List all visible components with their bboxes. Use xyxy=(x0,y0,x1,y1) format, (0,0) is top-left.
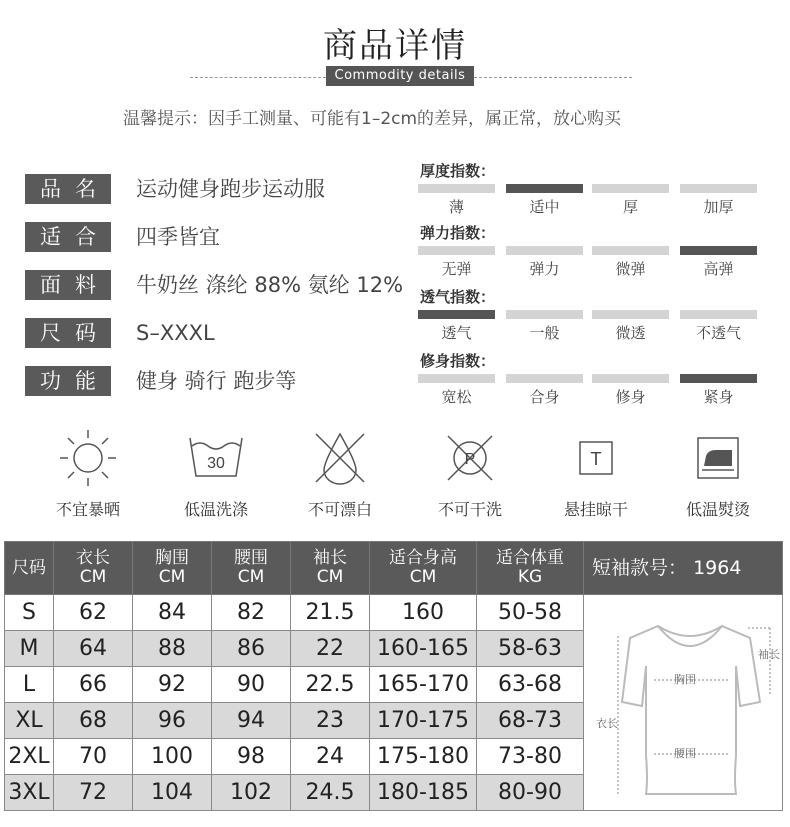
care-label-bleach: 不可漂白 xyxy=(307,500,372,519)
wash-temp-text: 30 xyxy=(207,455,225,472)
index-bar-selected xyxy=(506,184,583,193)
table-cell: 160 xyxy=(370,595,477,631)
table-cell: 88 xyxy=(133,631,212,667)
index-option-label: 一般 xyxy=(529,324,560,342)
table-cell: 100 xyxy=(133,739,212,775)
attribute-label-fabric: 面料 xyxy=(25,270,111,300)
index-bar xyxy=(418,246,495,255)
table-cell: 66 xyxy=(54,667,133,703)
table-cell: 170-175 xyxy=(370,703,477,739)
index-bar xyxy=(680,310,757,319)
index-title: 修身指数： xyxy=(420,352,496,370)
no-bleach-icon xyxy=(310,428,370,488)
index-option-label: 合身 xyxy=(529,388,560,406)
attribute-value-name: 运动健身跑步运动服 xyxy=(136,177,325,201)
attribute-label-size: 尺码 xyxy=(25,318,111,348)
table-cell: 80-90 xyxy=(477,775,584,811)
attribute-value-fabric: 牛奶丝 涤纶 88% 氨纶 12% xyxy=(136,273,404,297)
table-cell: 96 xyxy=(133,703,212,739)
care-label-iron: 低温熨烫 xyxy=(685,500,750,519)
index-title: 弹力指数： xyxy=(420,224,496,242)
index-bar xyxy=(592,374,669,383)
index-option-label: 微弹 xyxy=(615,260,646,278)
care-label-wash: 低温洗涤 xyxy=(183,500,248,519)
divider-left xyxy=(190,77,326,78)
index-bar xyxy=(418,374,495,383)
index-option-label: 无弹 xyxy=(441,260,472,278)
index-option-label: 厚 xyxy=(622,198,638,216)
attribute-value-function: 健身 骑行 跑步等 xyxy=(136,369,297,393)
diagram-waist-label: 腰围 xyxy=(674,748,696,760)
size-table-header xyxy=(5,542,783,595)
table-cell: 102 xyxy=(212,775,291,811)
index-option-label: 微透 xyxy=(615,324,646,342)
wash-30-icon xyxy=(186,428,246,488)
table-cell: 104 xyxy=(133,775,212,811)
measurement-tip: 温馨提示：因手工测量、可能有1–2cm的差异，属正常，放心购买 xyxy=(123,109,622,129)
page-title: 商品详情 xyxy=(323,26,467,66)
table-cell: 24.5 xyxy=(291,775,370,811)
index-bar-selected xyxy=(680,246,757,255)
table-cell: 72 xyxy=(54,775,133,811)
table-cell: 86 xyxy=(212,631,291,667)
care-label-sun: 不宜暴晒 xyxy=(55,500,120,519)
header-chest: 胸围 CM xyxy=(133,542,212,595)
table-cell: 175-180 xyxy=(370,739,477,775)
index-bar xyxy=(592,310,669,319)
table-cell: 22 xyxy=(291,631,370,667)
diagram-chest-label: 胸围 xyxy=(674,674,696,686)
header-size: 尺码 xyxy=(5,542,54,595)
table-cell: 84 xyxy=(133,595,212,631)
dry-clean-letter: P xyxy=(464,451,476,468)
page-subtitle: Commodity details xyxy=(326,66,474,86)
table-cell: 68 xyxy=(54,703,133,739)
index-option-label: 紧身 xyxy=(703,388,734,406)
index-option-label: 修身 xyxy=(615,388,646,406)
index-title: 厚度指数： xyxy=(420,162,496,180)
index-bar xyxy=(506,310,583,319)
attribute-label-season: 适合 xyxy=(25,222,111,252)
table-cell: 50-58 xyxy=(477,595,584,631)
table-cell: 64 xyxy=(54,631,133,667)
attribute-value-size: S–XXXL xyxy=(136,321,215,345)
table-cell: S xyxy=(5,595,54,631)
low-iron-icon xyxy=(688,428,748,488)
index-bar-selected xyxy=(680,374,757,383)
index-bar xyxy=(506,374,583,383)
index-option-label: 弹力 xyxy=(529,260,560,278)
index-bar-selected xyxy=(418,310,495,319)
table-cell: L xyxy=(5,667,54,703)
header-weight: 适合体重 KG xyxy=(477,542,584,595)
table-cell: 73-80 xyxy=(477,739,584,775)
table-cell: 180-185 xyxy=(370,775,477,811)
table-cell: 22.5 xyxy=(291,667,370,703)
table-cell: 165-170 xyxy=(370,667,477,703)
table-cell: 2XL xyxy=(5,739,54,775)
header-height: 适合身高 CM xyxy=(370,542,477,595)
index-bar xyxy=(680,184,757,193)
index-option-label: 宽松 xyxy=(441,388,472,406)
table-cell: 98 xyxy=(212,739,291,775)
table-cell: 90 xyxy=(212,667,291,703)
index-bar xyxy=(506,246,583,255)
index-bar xyxy=(592,246,669,255)
table-cell: 160-165 xyxy=(370,631,477,667)
table-cell: 92 xyxy=(133,667,212,703)
garment-diagram xyxy=(594,596,784,814)
diagram-sleeve-label: 袖长 xyxy=(758,649,780,661)
header-sleeve: 袖长 CM xyxy=(291,542,370,595)
table-cell: 21.5 xyxy=(291,595,370,631)
table-cell: M xyxy=(5,631,54,667)
index-option-label: 高弹 xyxy=(703,260,734,278)
attribute-label-name: 品名 xyxy=(25,174,111,204)
sun-icon xyxy=(58,428,118,488)
care-label-dryclean: 不可干洗 xyxy=(437,500,502,519)
table-cell: 62 xyxy=(54,595,133,631)
index-title: 透气指数： xyxy=(420,288,496,306)
table-cell: 63-68 xyxy=(477,667,584,703)
table-cell: 68-73 xyxy=(477,703,584,739)
index-option-label: 适中 xyxy=(529,198,560,216)
hang-dry-icon xyxy=(566,428,626,488)
no-dry-clean-icon xyxy=(440,428,500,488)
table-cell: 23 xyxy=(291,703,370,739)
index-bar xyxy=(418,184,495,193)
table-cell: 3XL xyxy=(5,775,54,811)
attribute-value-season: 四季皆宜 xyxy=(136,225,220,249)
table-cell: XL xyxy=(5,703,54,739)
table-cell: 58-63 xyxy=(477,631,584,667)
table-cell: 24 xyxy=(291,739,370,775)
index-option-label: 薄 xyxy=(448,198,464,216)
table-cell: 82 xyxy=(212,595,291,631)
hang-dry-letter: T xyxy=(590,449,602,469)
index-bar xyxy=(592,184,669,193)
header-length: 衣长 CM xyxy=(54,542,133,595)
table-cell: 94 xyxy=(212,703,291,739)
index-option-label: 透气 xyxy=(441,324,472,342)
divider-right xyxy=(474,77,632,78)
diagram-length-label: 衣长 xyxy=(596,718,618,730)
attribute-label-function: 功能 xyxy=(25,366,111,396)
style-number-cell: 短袖款号： 1964 xyxy=(584,542,783,595)
index-option-label: 不透气 xyxy=(695,324,741,342)
index-option-label: 加厚 xyxy=(703,198,734,216)
header-waist: 腰围 CM xyxy=(212,542,291,595)
table-cell: 70 xyxy=(54,739,133,775)
care-label-hang: 悬挂晾干 xyxy=(563,500,628,519)
